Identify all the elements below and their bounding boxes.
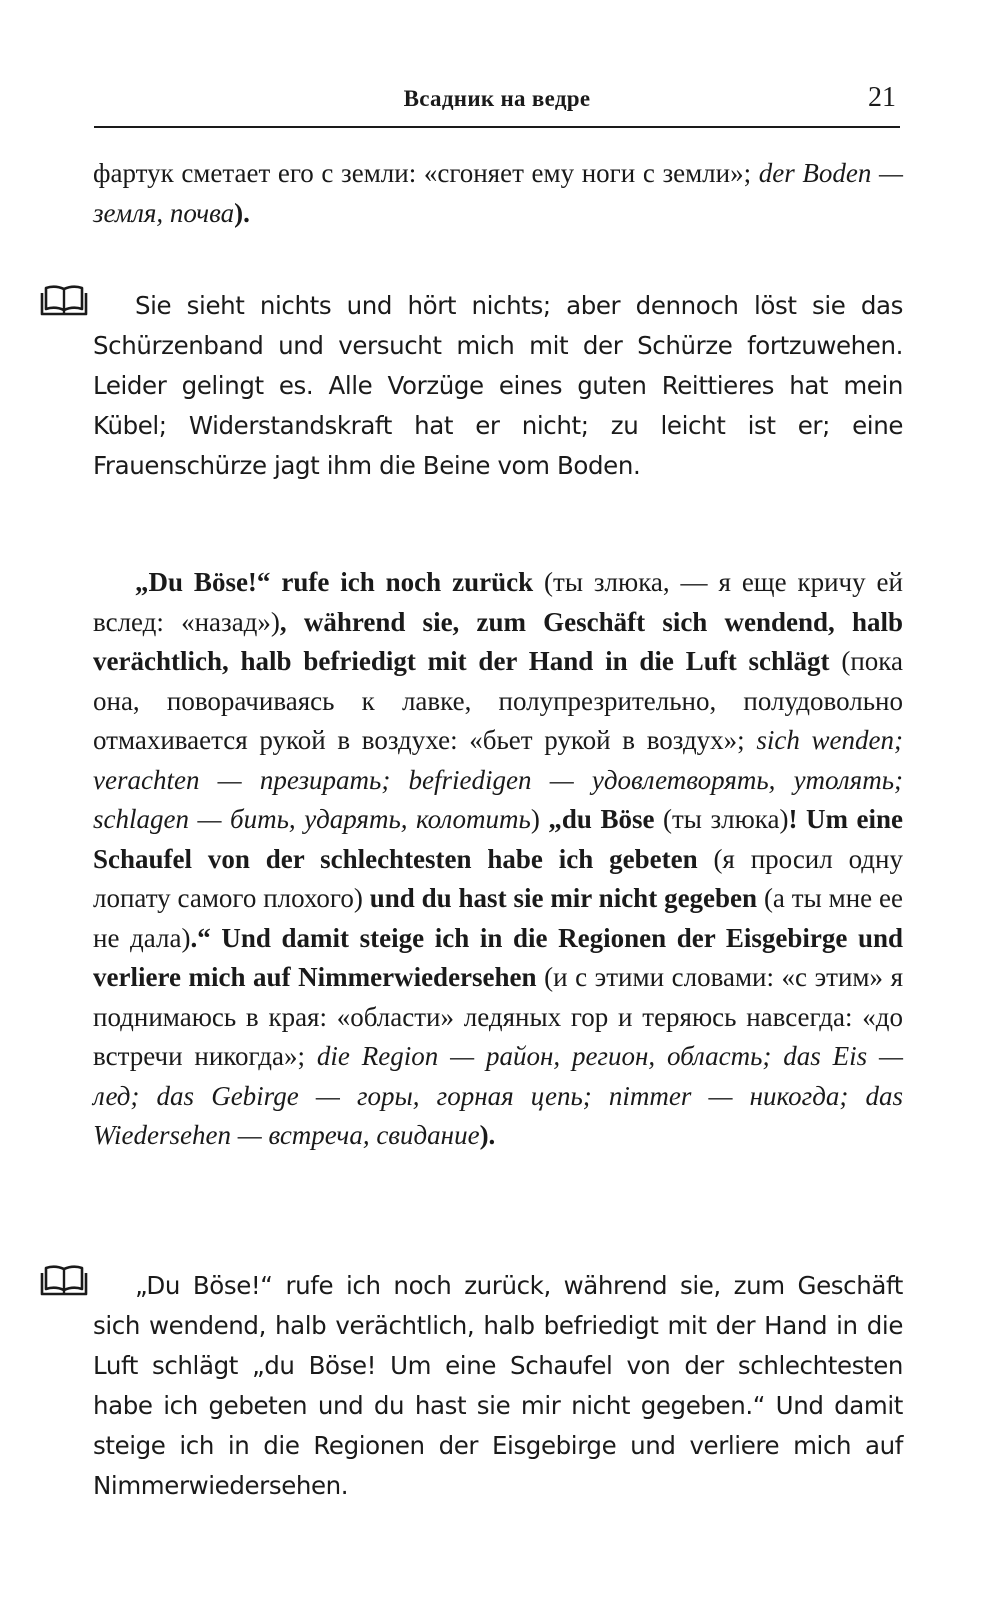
annotated-paragraph [93,563,903,1156]
translation-text: (ты злюка, — я еще кричу ей вслед: «назад») [93,567,903,637]
gloss-italic: der Boden — земля, почва [93,158,903,228]
translation-text: (пока она, поворачиваясь к лавке, полупрезрительно, полудовольно отмахивается рукой в воздухе: «бьет рукой в воздух»; [93,646,903,755]
continued-translation-paragraph [93,154,903,233]
vocabulary-italic: die Region — район, регион, область; das Eis — лед; das Gebirge — горы, горная цепь; nimmer — никогда; das Wiedersehen — встреча, свидание [93,1041,903,1150]
translation-text: ) [530,804,549,834]
translation-text: (а ты мне ее не дала) [93,883,903,953]
german-bold: „Du Böse!“ rufe ich noch zurück [135,567,534,597]
german-bold: „du Böse [548,804,655,834]
vocabulary-italic: sich wenden; verachten — презирать; befriedigen — удовлетворять, утолять; schlagen — бить, ударять, колотить [93,725,903,834]
translation-text: ). [479,1120,496,1150]
translation-text: (и с этими словами: «с этим» я поднимаюсь в края: «области» ледяных гор и теряюсь навсегда: «до встречи никогда»; [93,962,903,1071]
german-bold: .“ Und damit steige ich in die Regionen der Eisgebirge und verliere mich auf Nimmerwiedersehen [93,922,903,992]
page-number: 21 [868,82,896,113]
gloss-bold: ). [234,197,250,228]
gloss-text: фартук сметает его с земли: «сгоняет ему ноги с земли»; [93,158,759,188]
open-book-icon [40,282,88,318]
open-book-icon [40,1262,88,1298]
page-header [94,78,900,128]
running-title: Всадник на ведре [403,86,591,111]
translation-text: (ты злюка) [654,804,789,834]
german-bold: und du hast sie mir nicht gegeben [369,883,758,913]
translation-text: (я просил одну лопату самого плохого) [93,843,903,913]
original-german-paragraph: Sie sieht nichts und hört nichts; aber dennoch löst sie das Schürzenband und versucht mich mit der Schürze fortzuwehen. Leider gelingt es. Alle Vorzüge eines guten Reittieres hat mein Kübel; Widerstandskraft hat er nicht; zu leicht ist er; eine Frauenschürze jagt ihm die Beine vom Boden. [93,291,903,480]
german-bold: ! Um eine Schaufel von der schlechtesten habe ich gebeten [93,804,903,874]
original-german-paragraph: „Du Böse!“ rufe ich noch zurück, während sie, zum Geschäft sich wendend, halb verächtlich, halb befriedigt mit der Hand in die Luft schlägt „du Böse! Um eine Schaufel von der schlechtesten habe ich gebeten und du hast sie mir nicht gegeben.“ Und damit steige ich in die Regionen der Eisgebirge und verliere mich auf Nimmerwiedersehen. [93,1271,903,1500]
german-bold: , während sie, zum Geschäft sich wendend, halb verächtlich, halb befriedigt mit der Hand in die Luft schlägt [93,606,904,676]
